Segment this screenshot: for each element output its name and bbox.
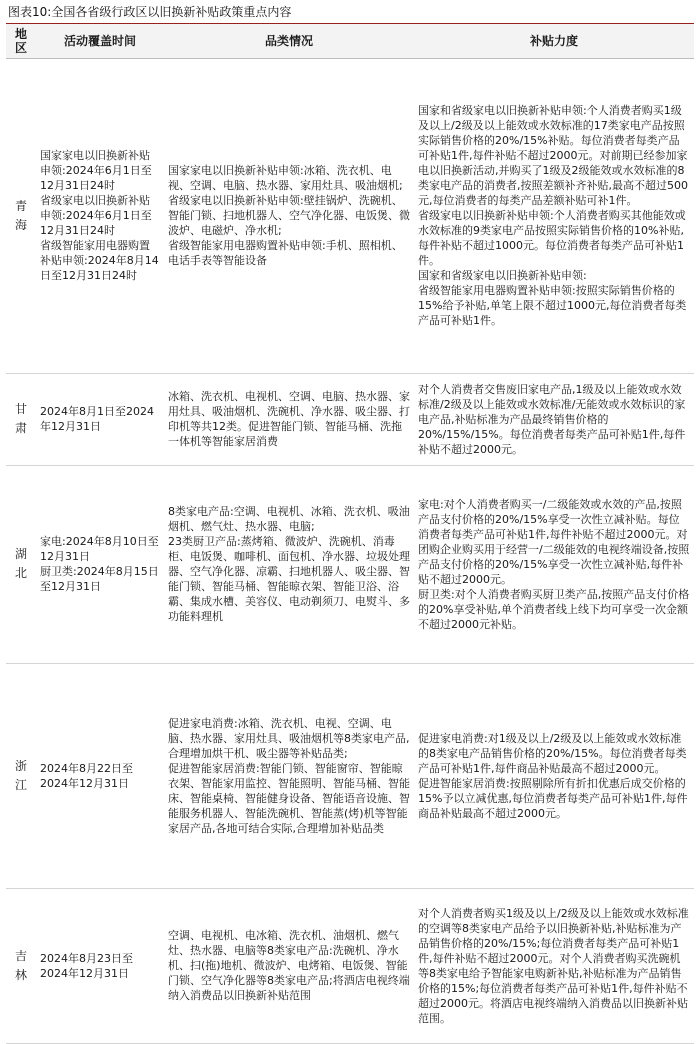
- cell-subsidy: 促进家电消费:对1级及以上/2级及以上能效或水效标准的8类家电产品销售价格的20%/15%。每位消费者每类产品可补贴1件,每件商品补贴最高不超过2000元。 促进智能家居消费:按照剔除所有折扣优惠后成交价格的15%予以立减优惠,每位消费者每类产品可补贴1件,每件商品补贴最高不超过2000元。: [414, 663, 694, 888]
- table-row-gansu: [6, 373, 694, 465]
- header-products: 品类情况: [164, 24, 414, 58]
- figure-title: 图表10:全国各省级行政区以旧换新补贴政策重点内容: [6, 0, 694, 24]
- header-subsidy: 补贴力度: [414, 24, 694, 58]
- cell-subsidy: 家电:对个人消费者购买一/二级能效或水效的产品,按照产品支付价格的20%/15%享受一次性立减补贴。每位消费者每类产品可补贴1件,每件补贴不超过2000元。对团购企业购买用于经营一/二级能效的电视终端设备,按照产品支付价格的20%/15%享受一次性立减补贴,每件补贴不超过2000元。 厨卫类:对个人消费者购买厨卫类产品,按照产品支付价格的20%享受补贴,单个消费者线上线下均可享受一次金额不超过2000元补贴。: [414, 465, 694, 663]
- cell-subsidy: 国家和省级家电以旧换新补贴申领:个人消费者购买1级及以上/2级及以上能效或水效标准的17类家电产品按照实际销售价格的20%/15%补贴。每位消费者每类产品可补贴1件,每件补贴不超过2000元。对前期已经参加家电以旧换新活动,并购买了1级及2级能效或水效标准的8类家电产品的消费者,按照差额补齐补贴,最高不超过500元,每位消费者的每类产品差额补贴可补1件。 省级家电以旧换新补贴申领:个人消费者购买其他能效或水效标准的9类家电产品按照实际销售价格的10%补贴,每件补贴不超过1000元。每位消费者每类产品可补贴1件。 国家和省级家电以旧换新补贴申领: 省级智能家用电器购置补贴申领:按照实际销售价格的15%给予补贴,单笔上限不超过1000元,每位消费者每类产品可补贴1件。: [414, 58, 694, 373]
- table-header-row: [6, 24, 694, 58]
- header-region: 地 区: [6, 24, 36, 58]
- header-time: 活动覆盖时间: [36, 24, 164, 58]
- cell-products: 促进家电消费:冰箱、洗衣机、电视、空调、电脑、热水器、家用灶具、吸油烟机等8类家电产品,合理增加烘干机、吸尘器等补贴品类; 促进智能家居消费:智能门锁、智能窗帘、智能晾衣架、智能家用监控、智能照明、智能马桶、智能床、智能桌椅、智能健身设备、智能语音设施、智能服务机器人、智能洗碗机、智能蒸(烤)机等智能家居产品,各地可结合实际,合理增加补贴品类: [164, 663, 414, 888]
- cell-time: 2024年8月22日至2024年12月31日: [36, 663, 164, 888]
- cell-region: 吉 林: [6, 888, 36, 1043]
- cell-products: 国家家电以旧换新补贴申领:冰箱、洗衣机、电视、空调、电脑、热水器、家用灶具、吸油烟机; 省级家电以旧换新补贴申领:壁挂锅炉、洗碗机、智能门锁、扫地机器人、空气净化器、电饭煲、微波炉、电磁炉、净水机; 省级智能家用电器购置补贴申领:手机、照相机、电话手表等智能设备: [164, 58, 414, 373]
- cell-products: 8类家电产品:空调、电视机、冰箱、洗衣机、吸油烟机、燃气灶、热水器、电脑; 23类厨卫产品:蒸烤箱、微波炉、洗碗机、消毒柜、电饭煲、咖啡机、面包机、净水器、垃圾处理器、空气净化器、凉霸、扫地机器人、吸尘器、智能门锁、智能马桶、智能晾衣架、智能卫浴、浴霸、集成水槽、美容仪、电动剃须刀、电熨斗、多功能料理机: [164, 465, 414, 663]
- cell-subsidy: 对个人消费者购买1级及以上/2级及以上能效或水效标准的空调等8类家电产品给予以旧换新补贴,补贴标准为产品销售价格的20%/15%;每位消费者每类产品可补贴1件,每件补贴不超过2000元。对个人消费者购买洗碗机等8类家电给予智能家电购新补贴,补贴标准为产品销售价格的15%;每位消费者每类产品可补贴1件,每件补贴不超过2000元。将酒店电视终端纳入消费品以旧换新补贴范围。: [414, 888, 694, 1043]
- cell-region: 甘 肃: [6, 373, 36, 465]
- cell-region: 湖 北: [6, 465, 36, 663]
- cell-region: 浙 江: [6, 663, 36, 888]
- cell-subsidy: 对个人消费者交售废旧家电产品,1级及以上能效或水效标准/2级及以上能效或水效标准/无能效或水效标识的家电产品,补贴标准为产品最终销售价格的20%/15%/15%。每位消费者每类产品可补贴1件,每件补贴不超过2000元。: [414, 373, 694, 465]
- policy-table: [6, 24, 694, 1044]
- cell-time: 2024年8月1日至2024年12月31日: [36, 373, 164, 465]
- cell-time: 2024年8月23日至2024年12月31日: [36, 888, 164, 1043]
- cell-region: 青 海: [6, 58, 36, 373]
- table-row-zhejiang: [6, 663, 694, 888]
- cell-time: 家电:2024年8月10日至12月31日 厨卫类:2024年8月15日至12月31日: [36, 465, 164, 663]
- table-row-hubei: [6, 465, 694, 663]
- cell-time: 国家家电以旧换新补贴申领:2024年6月1日至12月31日24时 省级家电以旧换新补贴申领:2024年6月1日至12月31日24时 省级智能家用电器购置补贴申领:2024年8月14日至12月31日24时: [36, 58, 164, 373]
- table-row-jilin: [6, 888, 694, 1043]
- table-row-qinghai: [6, 58, 694, 373]
- cell-products: 冰箱、洗衣机、电视机、空调、电脑、热水器、家用灶具、吸油烟机、洗碗机、净水器、吸尘器、打印机等共12类。促进智能门锁、智能马桶、洗拖一体机等智能家居消费: [164, 373, 414, 465]
- cell-products: 空调、电视机、电冰箱、洗衣机、油烟机、燃气灶、热水器、电脑等8类家电产品:洗碗机、净水机、扫(拖)地机、微波炉、电烤箱、电饭煲、智能门锁、空气净化器等8类家电产品;将酒店电视终端纳入消费品以旧换新补贴范围: [164, 888, 414, 1043]
